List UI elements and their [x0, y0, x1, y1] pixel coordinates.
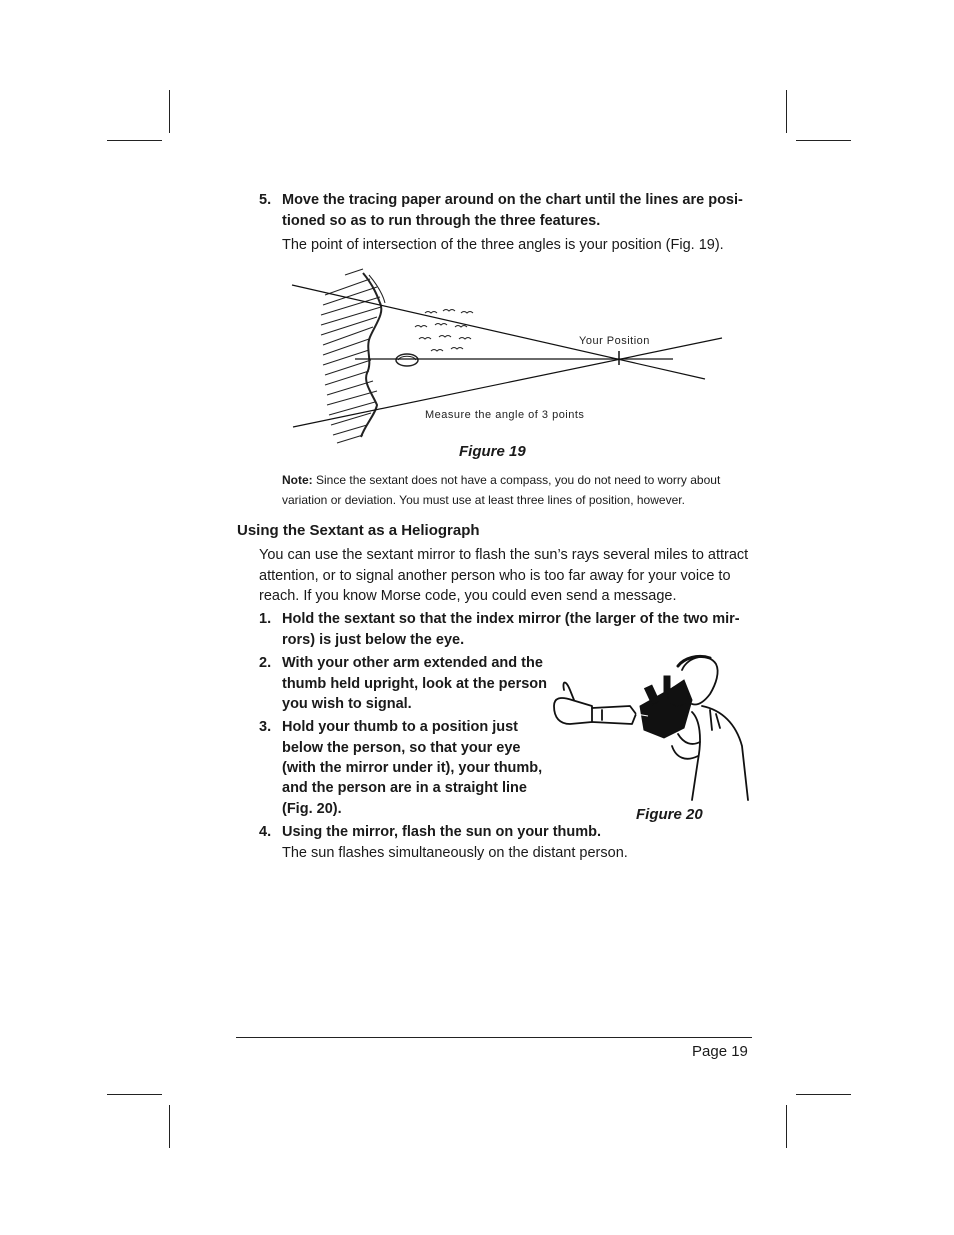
figure-19-diagram — [285, 265, 730, 445]
crop-mark — [786, 90, 787, 133]
extended-arm — [592, 706, 636, 724]
sea-birds — [415, 310, 473, 352]
step-instruction: tioned so as to run through the three features. — [282, 213, 601, 229]
near-arm — [672, 746, 698, 759]
step-instruction: below the person, so that your eye — [282, 740, 521, 756]
step-detail: The point of intersection of the three angles is your position (Fig. 19). — [282, 237, 724, 253]
step-number: 4. — [259, 824, 272, 840]
figure-19-caption: Figure 19 — [459, 443, 526, 460]
step-number: 5. — [259, 192, 272, 208]
note-text: variation or deviation. You must use at least three lines of position, however. — [282, 493, 685, 507]
section-heading: Using the Sextant as a Heliograph — [237, 522, 480, 539]
your-position-label: Your Position — [579, 335, 650, 347]
hand — [554, 698, 592, 724]
step-instruction: Hold your thumb to a position just — [282, 719, 519, 735]
step-instruction: Hold the sextant so that the index mirror (the larger of the two mir- — [282, 611, 740, 627]
step-instruction: With your other arm extended and the — [282, 655, 543, 671]
crop-mark — [107, 1094, 162, 1095]
step-number: 3. — [259, 719, 272, 735]
intro-text: attention, or to signal another person who is too far away for your voice to — [259, 568, 731, 584]
step-instruction: you wish to signal. — [282, 696, 412, 712]
step-instruction: Using the mirror, flash the sun on your thumb. — [282, 824, 602, 840]
step-instruction: rors) is just below the eye. — [282, 632, 465, 648]
position-lines — [292, 285, 722, 427]
step-instruction: thumb held upright, look at the person — [282, 676, 548, 692]
intro-text: You can use the sextant mirror to flash the sun’s rays several miles to attract — [259, 547, 749, 563]
step-instruction: (Fig. 20). — [282, 801, 342, 817]
step-instruction: and the person are in a straight line — [282, 780, 527, 796]
crop-mark — [169, 90, 170, 133]
crop-mark — [107, 140, 162, 141]
note-line — [282, 473, 720, 487]
torso — [702, 706, 748, 800]
measure-label: Measure the angle of 3 points — [425, 409, 585, 421]
figure-20-illustration — [552, 650, 752, 802]
footer-rule — [236, 1037, 752, 1038]
intro-text: reach. If you know Morse code, you could even send a message. — [259, 588, 677, 604]
figure-20-caption: Figure 20 — [636, 806, 703, 823]
step-number: 2. — [259, 655, 272, 671]
note-text: Since the sextant does not have a compass, you do not need to worry about — [316, 473, 721, 487]
crop-mark — [796, 140, 851, 141]
crop-mark — [786, 1105, 787, 1148]
page-number: Page 19 — [692, 1043, 748, 1060]
note-label: Note: — [282, 473, 313, 487]
step-instruction: Move the tracing paper around on the chart until the lines are posi- — [282, 192, 743, 208]
sextant — [640, 676, 692, 738]
step-number: 1. — [259, 611, 272, 627]
crop-mark — [796, 1094, 851, 1095]
crop-mark — [169, 1105, 170, 1148]
step-instruction: (with the mirror under it), your thumb, — [282, 760, 543, 776]
step-detail: The sun flashes simultaneously on the distant person. — [282, 845, 628, 861]
